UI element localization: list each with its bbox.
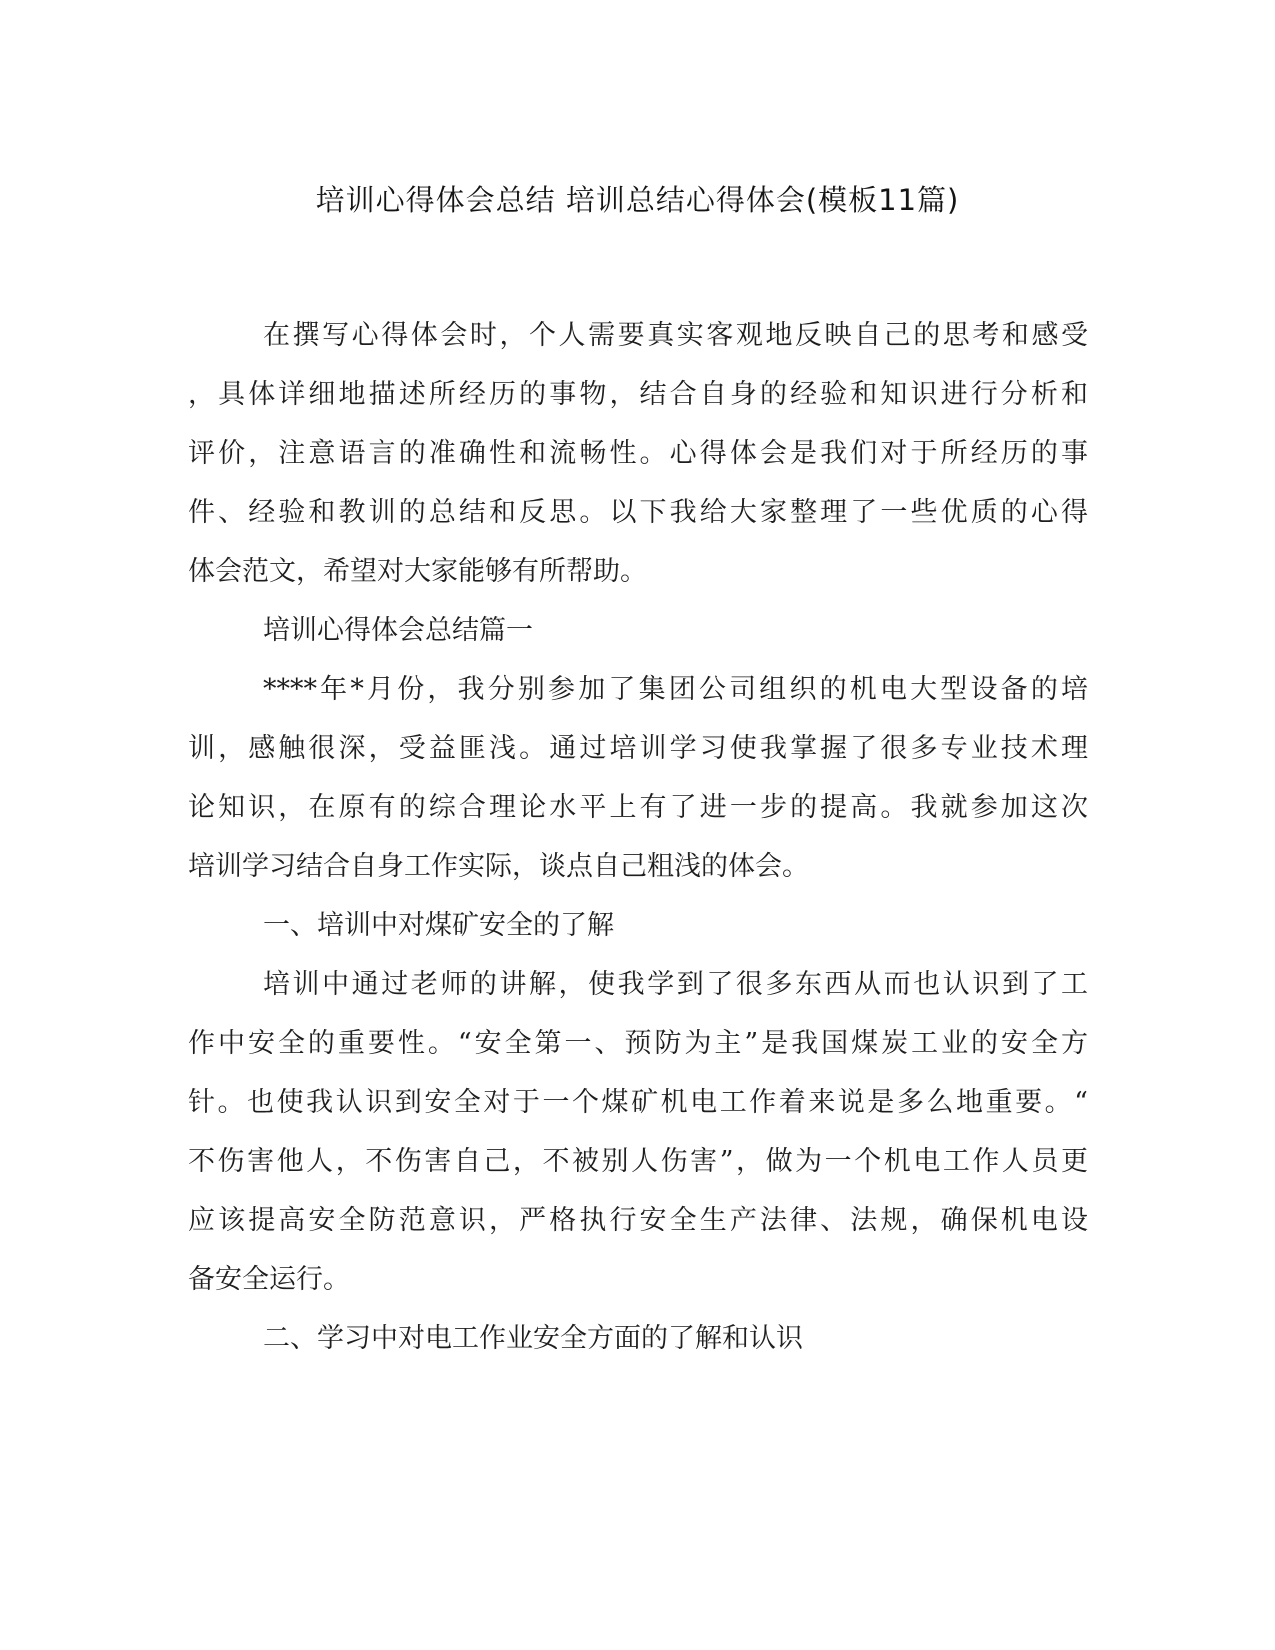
paragraph-line: 针。也使我认识到安全对于一个煤矿机电工作着来说是多么地重要。“ — [188, 1087, 1088, 1118]
section-heading: 培训心得体会总结篇一 — [263, 615, 533, 646]
paragraph-line: 培训学习结合自身工作实际，谈点自己粗浅的体会。 — [188, 851, 809, 882]
paragraph-line: ，具体详细地描述所经历的事物，结合自身的经验和知识进行分析和 — [188, 379, 1088, 410]
paragraph-line: 评价，注意语言的准确性和流畅性。心得体会是我们对于所经历的事 — [188, 438, 1088, 469]
paragraph-line: 作中安全的重要性。“安全第一、预防为主”是我国煤炭工业的安全方 — [188, 1028, 1088, 1059]
paragraph-line: 不伤害他人，不伤害自己，不被别人伤害”，做为一个机电工作人员更 — [188, 1146, 1088, 1177]
paragraph-line: 体会范文，希望对大家能够有所帮助。 — [188, 556, 647, 587]
paragraph-line: 备安全运行。 — [188, 1264, 350, 1295]
paragraph-line: ****年*月份，我分别参加了集团公司组织的机电大型设备的培 — [263, 674, 1088, 705]
subsection-heading: 二、学习中对电工作业安全方面的了解和认识 — [263, 1323, 803, 1354]
subsection-heading: 一、培训中对煤矿安全的了解 — [263, 910, 614, 941]
document-title: 培训心得体会总结 培训总结心得体会(模板11篇) — [315, 183, 960, 217]
paragraph-line: 培训中通过老师的讲解，使我学到了很多东西从而也认识到了工 — [263, 969, 1088, 1000]
paragraph-line: 论知识，在原有的综合理论水平上有了进一步的提高。我就参加这次 — [188, 792, 1088, 823]
paragraph-line: 应该提高安全防范意识，严格执行安全生产法律、法规，确保机电设 — [188, 1205, 1088, 1236]
paragraph-line: 在撰写心得体会时，个人需要真实客观地反映自己的思考和感受 — [263, 320, 1088, 351]
paragraph-line: 训，感触很深，受益匪浅。通过培训学习使我掌握了很多专业技术理 — [188, 733, 1088, 764]
paragraph-line: 件、经验和教训的总结和反思。以下我给大家整理了一些优质的心得 — [188, 497, 1088, 528]
